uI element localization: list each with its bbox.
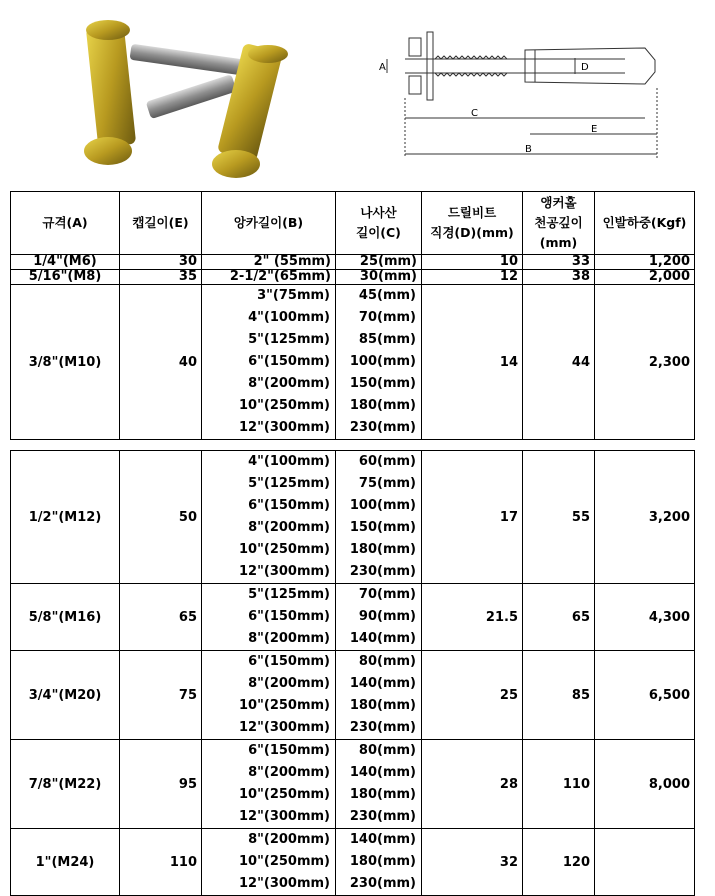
cell-load: 2,000 [595, 270, 695, 285]
thread-item: 60(mm) [358, 454, 416, 469]
cell-threads [336, 740, 422, 829]
thread-item: 70(mm) [358, 310, 416, 325]
length-item: 8"(200mm) [248, 676, 330, 691]
thread-item: 140(mm) [349, 832, 416, 847]
spec-table-1 [10, 191, 695, 440]
length-item: 10"(250mm) [239, 542, 330, 557]
thread-item: 140(mm) [349, 676, 416, 691]
thread-item: 230(mm) [349, 564, 416, 579]
cell-depth: 110 [523, 740, 595, 829]
thread-item: 80(mm) [358, 743, 416, 758]
length-item: 10"(250mm) [239, 854, 330, 869]
cell-load: 4,300 [595, 584, 695, 651]
cell-load: 3,200 [595, 451, 695, 584]
thread-item: 45(mm) [358, 288, 416, 303]
header-spec: 규격(A) [11, 192, 120, 255]
diagram-label-e: E [591, 124, 598, 135]
length-item: 12"(300mm) [239, 720, 330, 735]
thread-item: 100(mm) [349, 498, 416, 513]
cell-cap: 50 [120, 451, 202, 584]
cell-lengths [202, 451, 336, 584]
length-item: 10"(250mm) [239, 698, 330, 713]
thread-item: 90(mm) [358, 609, 416, 624]
length-item: 4"(100mm) [248, 454, 330, 469]
anchor-dimension-diagram [375, 18, 665, 168]
cell-threads [336, 584, 422, 651]
cell-depth: 120 [523, 829, 595, 896]
cell-load: 1,200 [595, 255, 695, 270]
cell-drill: 25 [422, 651, 523, 740]
thread-item: 70(mm) [358, 587, 416, 602]
cell-threads [336, 451, 422, 584]
cell-drill: 28 [422, 740, 523, 829]
cell-length: 2-1/2"(65mm) [202, 270, 336, 285]
cell-spec: 3/8"(M10) [11, 285, 120, 440]
length-item: 5"(125mm) [248, 587, 330, 602]
header-thread-length [336, 192, 422, 255]
cell-lengths [202, 829, 336, 896]
anchor-bolts-photo [60, 6, 340, 184]
cell-drill: 32 [422, 829, 523, 896]
cell-thread: 30(mm) [336, 270, 422, 285]
length-item: 6"(150mm) [248, 743, 330, 758]
length-item: 4"(100mm) [248, 310, 330, 325]
thread-item: 180(mm) [349, 854, 416, 869]
length-item: 8"(200mm) [248, 631, 330, 646]
cell-load: 2,300 [595, 285, 695, 440]
length-item: 5"(125mm) [248, 332, 330, 347]
cell-drill: 10 [422, 255, 523, 270]
cell-load [595, 829, 695, 896]
cell-drill: 14 [422, 285, 523, 440]
length-item: 12"(300mm) [239, 564, 330, 579]
thread-item: 230(mm) [349, 876, 416, 891]
cell-lengths [202, 740, 336, 829]
table-row [11, 270, 695, 285]
header-thread-length-line2: 길이(C) [356, 225, 401, 240]
cell-spec: 1"(M24) [11, 829, 120, 896]
header-drill-line1: 드릴비트 [447, 205, 497, 220]
length-item: 6"(150mm) [248, 609, 330, 624]
table-row [11, 829, 695, 896]
header-anchor-length: 앙카길이(B) [202, 192, 336, 255]
cell-drill: 21.5 [422, 584, 523, 651]
diagram-label-c: C [471, 108, 478, 119]
cell-cap: 30 [120, 255, 202, 270]
cell-spec: 3/4"(M20) [11, 651, 120, 740]
length-item: 6"(150mm) [248, 354, 330, 369]
table-row [11, 285, 695, 440]
length-item: 8"(200mm) [248, 765, 330, 780]
length-item: 12"(300mm) [239, 809, 330, 824]
thread-item: 230(mm) [349, 809, 416, 824]
length-item: 5"(125mm) [248, 476, 330, 491]
diagram-label-b: B [525, 144, 532, 155]
diagram-label-d: D [581, 62, 589, 73]
length-item: 10"(250mm) [239, 787, 330, 802]
cell-load: 8,000 [595, 740, 695, 829]
length-item: 8"(200mm) [248, 520, 330, 535]
cell-spec: 1/2"(M12) [11, 451, 120, 584]
spec-table-2 [10, 450, 695, 896]
thread-item: 180(mm) [349, 698, 416, 713]
thread-item: 140(mm) [349, 765, 416, 780]
table-row [11, 451, 695, 584]
cell-threads [336, 651, 422, 740]
header-depth-line1: 앵커홀 [540, 195, 577, 210]
header-thread-length-line1: 나사산 [360, 205, 397, 220]
header-pull-load: 인발하중(Kgf) [595, 192, 695, 255]
cell-cap: 35 [120, 270, 202, 285]
thread-item: 80(mm) [358, 654, 416, 669]
length-item: 12"(300mm) [239, 876, 330, 891]
cell-cap: 95 [120, 740, 202, 829]
cell-spec: 1/4"(M6) [11, 255, 120, 270]
table-row [11, 651, 695, 740]
cell-cap: 65 [120, 584, 202, 651]
cell-depth: 85 [523, 651, 595, 740]
cell-cap: 75 [120, 651, 202, 740]
length-item: 8"(200mm) [248, 376, 330, 391]
cell-depth: 44 [523, 285, 595, 440]
length-item: 8"(200mm) [248, 832, 330, 847]
cell-drill: 12 [422, 270, 523, 285]
header-hole-depth [523, 192, 595, 255]
cell-spec: 7/8"(M22) [11, 740, 120, 829]
thread-item: 140(mm) [349, 631, 416, 646]
thread-item: 230(mm) [349, 720, 416, 735]
thread-item: 150(mm) [349, 376, 416, 391]
header-cap-length: 캡길이(E) [120, 192, 202, 255]
cell-load: 6,500 [595, 651, 695, 740]
cell-drill: 17 [422, 451, 523, 584]
header-drill-line2: 직경(D)(mm) [430, 225, 514, 240]
length-item: 6"(150mm) [248, 498, 330, 513]
diagram-label-a: A [379, 62, 386, 73]
cell-lengths [202, 651, 336, 740]
thread-item: 150(mm) [349, 520, 416, 535]
cell-thread: 25(mm) [336, 255, 422, 270]
thread-item: 85(mm) [358, 332, 416, 347]
length-item: 3"(75mm) [257, 288, 330, 303]
cell-lengths [202, 285, 336, 440]
thread-item: 230(mm) [349, 420, 416, 435]
cell-cap: 110 [120, 829, 202, 896]
table-row [11, 584, 695, 651]
cell-threads [336, 829, 422, 896]
table-row [11, 740, 695, 829]
cell-depth: 65 [523, 584, 595, 651]
header-depth-line2: 천공깊이 [534, 215, 583, 230]
header-drill-diameter [422, 192, 523, 255]
cell-length: 2" (55mm) [202, 255, 336, 270]
cell-threads [336, 285, 422, 440]
length-item: 10"(250mm) [239, 398, 330, 413]
thread-item: 100(mm) [349, 354, 416, 369]
length-item: 6"(150mm) [248, 654, 330, 669]
cell-depth: 33 [523, 255, 595, 270]
table-row [11, 255, 695, 270]
cell-lengths [202, 584, 336, 651]
header-depth-line3: (mm) [539, 235, 578, 250]
cell-depth: 55 [523, 451, 595, 584]
thread-item: 180(mm) [349, 787, 416, 802]
thread-item: 180(mm) [349, 398, 416, 413]
cell-spec: 5/16"(M8) [11, 270, 120, 285]
thread-item: 180(mm) [349, 542, 416, 557]
cell-spec: 5/8"(M16) [11, 584, 120, 651]
cell-cap: 40 [120, 285, 202, 440]
cell-depth: 38 [523, 270, 595, 285]
thread-item: 75(mm) [358, 476, 416, 491]
length-item: 12"(300mm) [239, 420, 330, 435]
